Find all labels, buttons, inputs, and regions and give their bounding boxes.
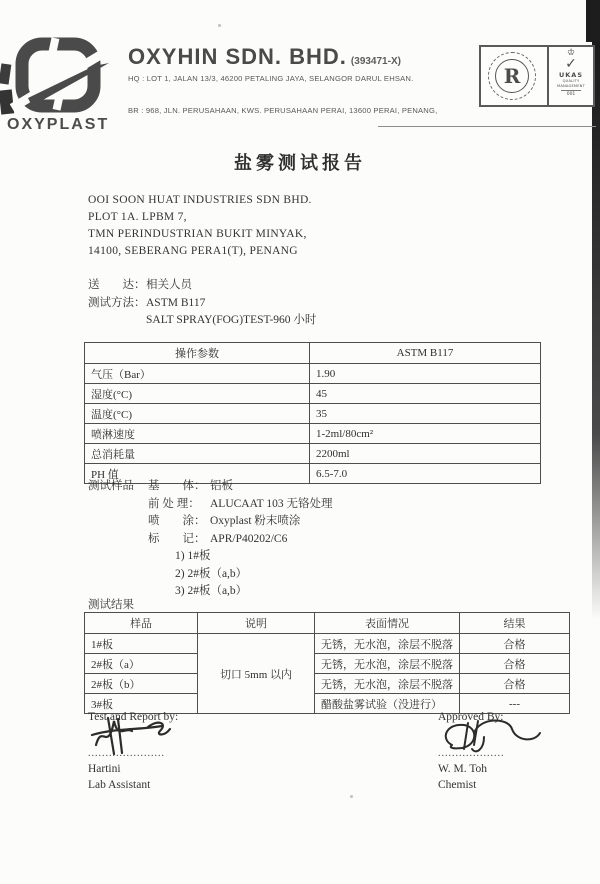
table-row xyxy=(85,634,570,654)
param-value: 1.90 xyxy=(310,364,541,384)
param-name: PH 值 xyxy=(85,464,310,484)
tester-signature-icon xyxy=(88,715,180,757)
signature-dotted-line: ...................... xyxy=(88,749,165,759)
result-sample: 1#板 xyxy=(85,634,198,654)
param-value: 2200ml xyxy=(310,444,541,464)
deliver-to-row xyxy=(88,277,316,295)
tester-signature-label: Test and Report by: xyxy=(88,711,179,723)
ukas-label: UKAS xyxy=(558,71,584,79)
result-surface: 醋酸盐雾试验（没进行） xyxy=(315,694,460,714)
param-name: 喷淋速度 xyxy=(85,424,310,444)
param-value: 6.5-7.0 xyxy=(310,464,541,484)
test-method-detail: SALT SPRAY(FOG)TEST-960 小时 xyxy=(146,314,317,326)
registered-firm-r-icon: R xyxy=(495,59,529,93)
result-verdict: --- xyxy=(460,694,570,714)
test-method-label: 测试方法： xyxy=(88,296,146,309)
company-name: OXYHIN SDN. BHD. xyxy=(128,44,347,69)
sample-mark-list xyxy=(175,548,332,601)
result-sample: 2#板（a） xyxy=(85,654,198,674)
deliver-to-value: 相关人员 xyxy=(146,279,192,291)
column-header-parameter: 操作参数 xyxy=(85,343,310,364)
company-registration-number: (393471-X) xyxy=(350,56,401,67)
sample-mark-item: 3) 2#板（a,b） xyxy=(175,585,248,597)
test-sample-details xyxy=(148,478,332,601)
deliver-to-label: 送 达： xyxy=(88,279,146,291)
table-row xyxy=(85,424,541,444)
oxyplast-logo xyxy=(7,36,122,134)
tester-title: Lab Assistant xyxy=(88,779,151,791)
table-row xyxy=(85,674,570,694)
result-verdict: 合格 xyxy=(460,634,570,654)
checkmark-icon: ✓ xyxy=(565,56,577,72)
test-method-value: ASTM B117 xyxy=(146,296,206,309)
param-name: 总消耗量 xyxy=(85,444,310,464)
approver-title: Chemist xyxy=(438,779,477,791)
scan-speck xyxy=(350,795,353,798)
table-row xyxy=(85,384,541,404)
sample-mark-item: 1) 1#板 xyxy=(175,550,211,562)
table-row xyxy=(85,654,570,674)
sample-mark-item: 2) 2#板（a,b） xyxy=(175,567,248,580)
delivery-method-block xyxy=(88,277,316,330)
column-header-astm: ASTM B117 xyxy=(310,343,541,364)
column-header-result: 结果 xyxy=(460,613,570,634)
approver-name: W. M. Toh xyxy=(438,763,488,775)
param-value: 35 xyxy=(310,404,541,424)
column-header-description: 说明 xyxy=(198,613,315,634)
param-name: 温度(°C) xyxy=(85,404,310,424)
report-title: 盐雾测试报告 xyxy=(234,153,366,173)
recipient-address-block xyxy=(88,192,312,260)
result-description-merged: 切口 5mm 以内 xyxy=(198,634,315,714)
sample-coating-row: 喷 涂： Oxyplast 粉末喷涂 xyxy=(148,515,301,527)
tester-signature-block xyxy=(88,709,238,793)
param-value: 1-2ml/80cm² xyxy=(310,424,541,444)
tester-name: Hartini xyxy=(88,763,121,775)
signature-dotted-line: ................... xyxy=(438,749,505,759)
result-surface: 无锈，无水泡，涂层不脱落 xyxy=(315,634,460,654)
test-method-row xyxy=(88,295,316,313)
branch-address-line: BR : 968, JLN. PERUSAHAAN, KWS. PERUSAHAAN PERAI, 13600 PERAI, PENANG, xyxy=(128,106,438,115)
result-sample: 3#板 xyxy=(85,694,198,714)
ukas-mark xyxy=(547,47,593,105)
oxyplast-logo-icon xyxy=(10,36,110,114)
result-surface: 无锈，无水泡，涂层不脱落 xyxy=(315,654,460,674)
approver-signature-block xyxy=(438,709,588,793)
scan-speck xyxy=(218,24,221,27)
table-header-row xyxy=(85,343,541,364)
sample-substrate-row: 基 体： 铝板 xyxy=(148,480,233,492)
table-row xyxy=(85,444,541,464)
certification-marks xyxy=(479,45,595,107)
sample-pretreatment-row: 前 处 理： ALUCAAT 103 无铬处理 xyxy=(148,497,333,510)
recipient-line: 14100, SEBERANG PERA1(T), PENANG xyxy=(88,245,298,257)
table-header-row xyxy=(85,613,570,634)
crown-icon: ♔ xyxy=(566,48,576,58)
test-sample-section-label: 测试样品 xyxy=(88,480,134,492)
param-name: 气压（Bar） xyxy=(85,364,310,384)
hq-address-line: HQ : LOT 1, JALAN 13/3, 46200 PETALING JAYA, SELANGOR DARUL EHSAN. xyxy=(128,74,414,83)
approver-signature-label: Approved By: xyxy=(438,711,504,723)
test-sample-section xyxy=(88,478,332,601)
ukas-number: 001 xyxy=(561,90,582,98)
recipient-line: PLOT 1A. LPBM 7, xyxy=(88,211,187,223)
param-name: 湿度(°C) xyxy=(85,384,310,404)
recipient-line: TMN PERINDUSTRIAN BUKIT MINYAK, xyxy=(88,228,307,240)
operating-parameters-table xyxy=(84,342,541,484)
result-surface: 无锈，无水泡，涂层不脱落 xyxy=(315,674,460,694)
test-results-table xyxy=(84,612,570,714)
oxyplast-logo-text: OXYPLAST xyxy=(7,116,110,133)
table-row xyxy=(85,364,541,384)
result-sample: 2#板（b） xyxy=(85,674,198,694)
result-verdict: 合格 xyxy=(460,654,570,674)
result-verdict: 合格 xyxy=(460,674,570,694)
letterhead-rule xyxy=(378,126,596,127)
table-row xyxy=(85,404,541,424)
registered-firm-seal-ring xyxy=(488,52,536,100)
column-header-sample: 样品 xyxy=(85,613,198,634)
recipient-line: OOI SOON HUAT INDUSTRIES SDN BHD. xyxy=(88,194,312,206)
sample-marking-row: 标 记： APR/P40202/C6 xyxy=(148,532,288,545)
letterhead-company-block xyxy=(128,44,473,115)
test-results-section-label: 测试结果 xyxy=(88,599,134,611)
param-value: 45 xyxy=(310,384,541,404)
approver-signature-icon xyxy=(438,715,548,759)
registered-firm-mark xyxy=(481,47,547,105)
column-header-surface: 表面情况 xyxy=(315,613,460,634)
scan-corner-artifact xyxy=(586,0,600,42)
ukas-subtitle: QUALITY MANAGEMENT xyxy=(557,79,585,88)
